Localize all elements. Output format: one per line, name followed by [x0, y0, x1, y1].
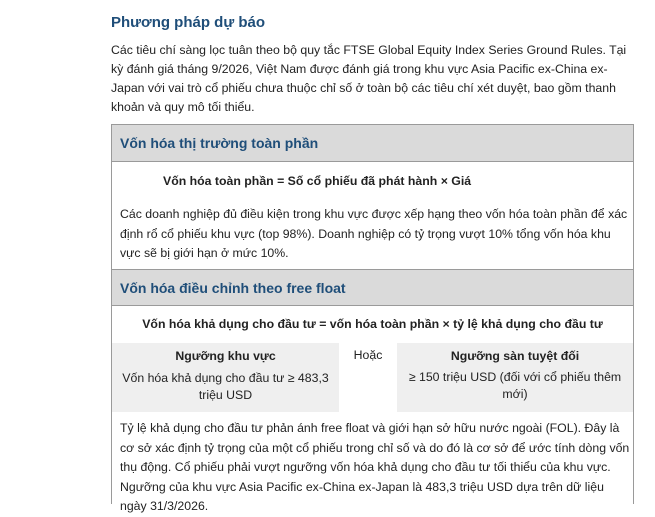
- regional-threshold-body: Vốn hóa khả dụng cho đầu tư ≥ 483,3 triệu USD: [122, 371, 329, 402]
- full-market-cap-formula: Vốn hóa toàn phần = Số cổ phiếu đã phát hành × Giá: [163, 174, 472, 188]
- free-float-paragraph: Tỷ lệ khả dụng cho đầu tư phản ánh free float và giới hạn sở hữu nước ngoài (FOL). Đây là cơ sở xác định tỷ trọng của một cổ phiếu trong chỉ số và do đó là cơ sở để ước tính dòng vốn thụ động. Cổ phiếu phải vượt ngưỡng vốn hóa khả dụng cho đầu tư tối thiểu của khu vực. Ngưỡng của khu vực Asia Pacific ex-China ex-Japan là 483,3 triệu USD dựa trên dữ liệu ngày 31/3/2026.: [120, 421, 630, 513]
- regional-threshold-panel: [112, 343, 339, 412]
- or-label: Hoặc: [353, 348, 383, 362]
- full-market-cap-paragraph: Các doanh nghiệp đủ điều kiện trong khu vực được xếp hạng theo vốn hóa toàn phần để xác định rổ cổ phiếu khu vực (top 98%). Doanh nghiệp có tỷ trọng vượt 10% tổng vốn hóa khu vực sẽ bị giới hạn ở mức 10%.: [120, 207, 628, 260]
- regional-threshold-title: Ngưỡng khu vực: [175, 349, 276, 363]
- section-heading: Phương pháp dự báo: [111, 14, 266, 31]
- free-float-header: Vốn hóa điều chỉnh theo free float: [112, 269, 633, 306]
- absolute-floor-title: Ngưỡng sàn tuyệt đối: [450, 349, 580, 363]
- full-market-cap-header: Vốn hóa thị trường toàn phần: [112, 125, 633, 162]
- intro-paragraph: Các tiêu chí sàng lọc tuân theo bộ quy tắc FTSE Global Equity Index Series Ground Rules. Tại kỳ đánh giá tháng 9/2026, Việt Nam được đánh giá trong khu vực Asia Pacific ex-China ex-Japan với vai trò cổ phiếu chưa thuộc chỉ số ở toàn bộ các tiêu chí xét duyệt, bao gồm thanh khoản và quy mô tối thiểu.: [111, 43, 627, 114]
- absolute-floor-body: ≥ 150 triệu USD (đối với cổ phiếu thêm mới): [408, 370, 622, 401]
- criteria-box: [111, 124, 634, 513]
- absolute-floor-panel: [397, 343, 633, 412]
- free-float-formula: Vốn hóa khả dụng cho đầu tư = vốn hóa toàn phần × tỷ lệ khả dụng cho đầu tư: [142, 317, 603, 331]
